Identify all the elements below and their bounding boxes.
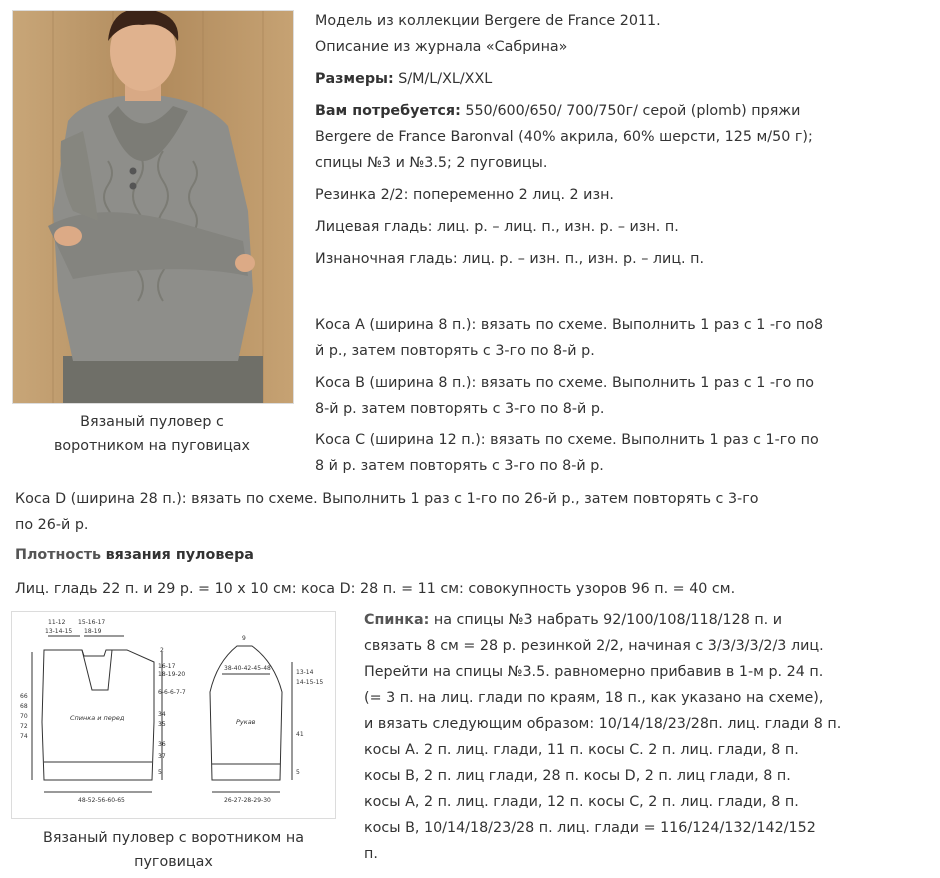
schema-body-label: Спинка и перед [70, 714, 125, 722]
back-line3: Перейти на спицы №3.5. равномерно прибавив в 1-м р. 24 п. [364, 664, 824, 680]
back-line9: косы В, 10/14/18/23/28 п. лиц. глади = 116/124/132/142/152 [364, 820, 816, 836]
schema-caption-line2: пуговицах [134, 854, 213, 870]
cable-b [315, 370, 935, 422]
sizes-line [315, 66, 935, 92]
schema-right-2: 18-19-20 [158, 671, 186, 678]
materials-line1: 550/600/650/ 700/750г/ серой (plomb) пряжи [465, 103, 801, 119]
cable-c-line2: 8 й р. затем повторять с 3-го по 8-й р. [315, 458, 604, 474]
cable-b-line1: Коса В (ширина 8 п.): вязать по схеме. Выполнить 1 раз с 1 -го по [315, 375, 814, 391]
photo-caption-line2: воротником на пуговицах [53, 438, 251, 454]
schema-diagram [11, 611, 336, 819]
intro-block [315, 8, 935, 60]
pattern-schematic [12, 612, 335, 818]
cable-b-line2: 8-й р. затем повторять с 3-го по 8-й р. [315, 401, 605, 417]
schema-right-1: 16-17 [158, 663, 176, 670]
back-line1: на спицы №3 набрать 92/100/108/118/128 п. и [433, 612, 783, 628]
back-line10: п. [364, 846, 378, 862]
gauge-text: Лиц. гладь 22 п. и 29 р. = 10 х 10 см: коса D: 28 п. = 11 см: совокупность узоров 96 п. = 40 см. [15, 581, 736, 597]
materials-block [315, 98, 935, 176]
schema-left-1: 66 [20, 693, 28, 700]
cable-c [315, 427, 935, 479]
cable-c-line1: Коса С (ширина 12 п.): вязать по схеме. Выполнить 1 раз с 1-го по [315, 432, 819, 448]
gauge-heading-part2: вязания пуловера [105, 547, 254, 563]
cable-d-line1: Коса D (ширина 28 п.): вязать по схеме. Выполнить 1 раз с 1-го по 26-й р., затем повторять с 3-го [15, 491, 759, 507]
rib-stitch: Резинка 2/2: попеременно 2 лиц. 2 изн. [315, 187, 614, 203]
schema-right-5: 35 [158, 721, 166, 728]
back-line8: косы А, 2 п. лиц. глади, 12 п. косы С, 2 п. лиц. глади, 8 п. [364, 794, 799, 810]
schema-left-3: 70 [20, 713, 28, 720]
photo-caption-line1: Вязаный пуловер с [80, 414, 224, 430]
schema-sleeve-label: Рукав [236, 718, 256, 726]
cable-d-line2: по 26-й р. [15, 517, 89, 533]
cable-a [315, 312, 935, 364]
schema-shoulder: 2 [160, 647, 164, 654]
cable-a-line2: й р., затем повторять с 3-го по 8-й р. [315, 343, 595, 359]
schema-right-7: 37 [158, 753, 166, 760]
intro-line2: Описание из журнала «Сабрина» [315, 39, 568, 55]
sizes-value: S/M/L/XL/XXL [398, 71, 493, 87]
schema-right-3: 6-6-6-7-7 [158, 689, 186, 696]
schema-top-mid-1: 15-16-17 [78, 619, 106, 626]
intro-line1: Модель из коллекции Bergere de France 2011. [315, 13, 661, 29]
back-line5: и вязать следующим образом: 10/14/18/23/28п. лиц. глади 8 п. [364, 716, 842, 732]
sizes-label: Размеры: [315, 71, 394, 87]
materials-line2: Bergere de France Baronval (40% акрила, 60% шерсти, 125 м/50 г); [315, 129, 813, 145]
schema-right-8: 5 [158, 769, 162, 776]
sweater-model-image [13, 11, 293, 403]
schema-right-4: 34 [158, 711, 166, 718]
schema-sleeve-length: 41 [296, 731, 304, 738]
schema-sleeve-cuff: 5 [296, 769, 300, 776]
schema-sleeve-bottom: 26-27-28-29-30 [224, 797, 271, 804]
schema-caption-line1: Вязаный пуловер с воротником на [43, 830, 304, 846]
schema-top-left-1: 11-12 [48, 619, 66, 626]
model-photo [12, 10, 294, 404]
gauge-heading [15, 542, 935, 568]
schema-sleeve-widths: 38-40-42-45-48 [224, 665, 271, 672]
schema-caption [11, 826, 336, 874]
schema-left-2: 68 [20, 703, 28, 710]
schema-left-4: 72 [20, 723, 28, 730]
back-line7: косы В, 2 п. лиц глади, 28 п. косы D, 2 п. лиц глади, 8 п. [364, 768, 791, 784]
schema-sleeve-r2: 14-15-15 [296, 679, 324, 686]
back-line6: косы А. 2 п. лиц. глади, 11 п. косы С. 2 п. лиц. глади, 8 п. [364, 742, 799, 758]
schema-bottom-body: 48-52-56-60-65 [78, 797, 125, 804]
materials-line3: спицы №3 и №3.5; 2 пуговицы. [315, 155, 548, 171]
back-line4: (= 3 п. на лиц. глади по краям, 18 п., как указано на схеме), [364, 690, 824, 706]
photo-caption [12, 410, 292, 458]
schema-top-left-2: 13-14-15 [45, 628, 73, 635]
back-label: Спинка: [364, 612, 430, 628]
schema-sleeve-top: 9 [242, 635, 246, 642]
schema-top-mid-2: 18-19 [84, 628, 102, 635]
back-instructions [364, 607, 936, 867]
back-line2: связать 8 см = 28 р. резинкой 2/2, начиная с 3/3/3/3/2/3 лиц. [364, 638, 824, 654]
cable-d [15, 486, 935, 538]
reverse-stitch: Изнаночная гладь: лиц. р. – изн. п., изн. р. – лиц. п. [315, 251, 705, 267]
gauge-heading-part1: Плотность [15, 547, 102, 563]
schema-right-6: 36 [158, 741, 166, 748]
cable-a-line1: Коса А (ширина 8 п.): вязать по схеме. Выполнить 1 раз с 1 -го по8 [315, 317, 824, 333]
schema-sleeve-r1: 13-14 [296, 669, 314, 676]
stockinette-stitch: Лицевая гладь: лиц. р. – лиц. п., изн. р. – изн. п. [315, 219, 679, 235]
materials-label: Вам потребуется: [315, 103, 461, 119]
schema-left-5: 74 [20, 733, 28, 740]
